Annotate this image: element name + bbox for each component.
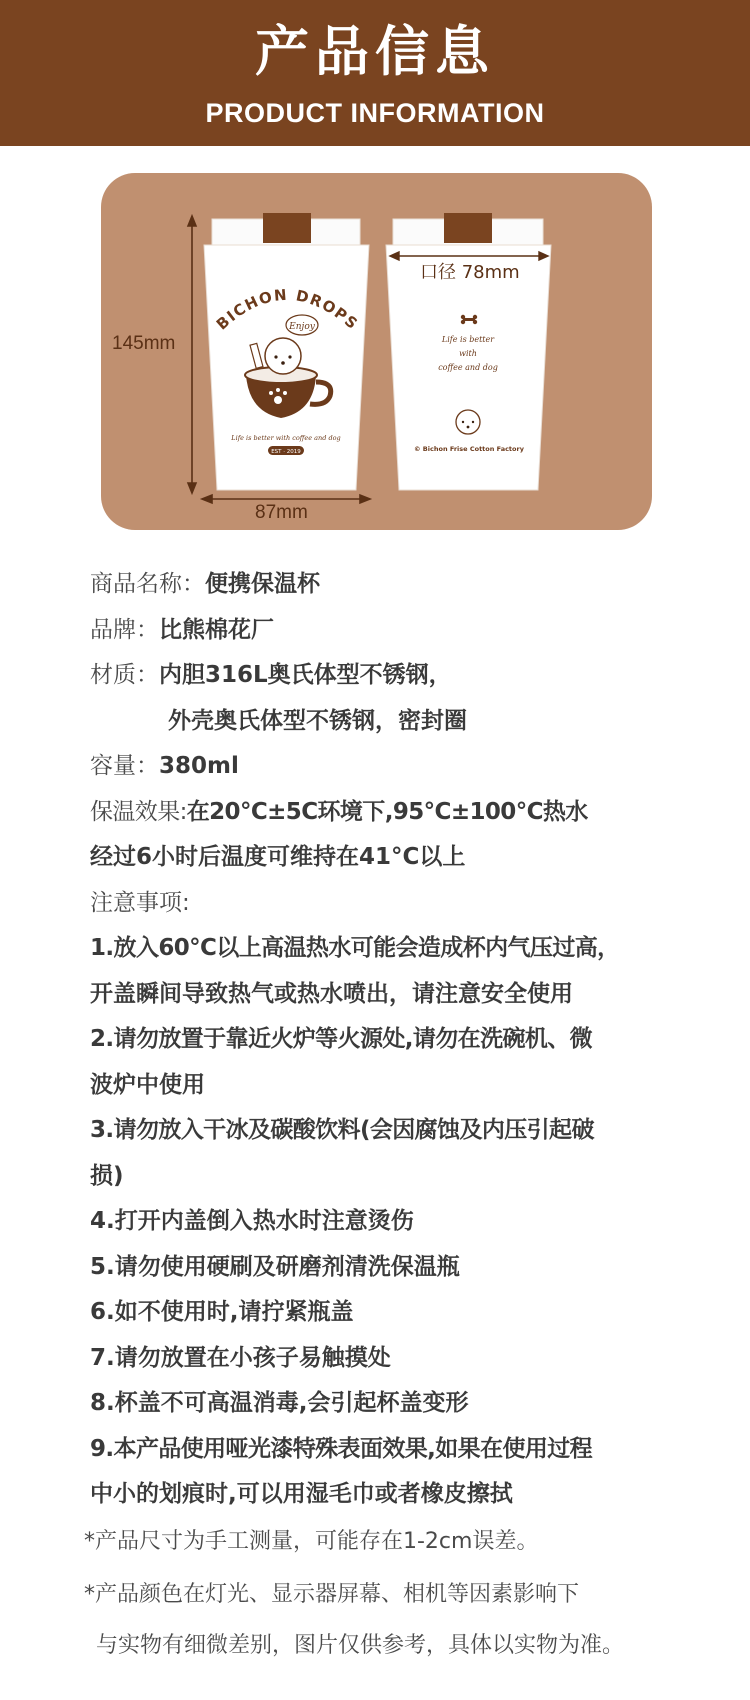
note-line: 9.本产品使用哑光漆特殊表面效果,如果在使用过程 — [90, 1435, 593, 1462]
spec-material-label: 材质： — [90, 662, 159, 688]
note-line: 7.请勿放置在小孩子易触摸处 — [90, 1344, 391, 1371]
note-line: 开盖瞬间导致热气或热水喷出，请注意安全使用 — [90, 980, 573, 1007]
spec-brand — [90, 608, 730, 654]
cup-front — [204, 213, 369, 490]
footnote-color-cont: 与实物有细微差别，图片仅供参考，具体以实物为准。 — [96, 1633, 625, 1658]
spec-insulation-value-1: 在20°C±5C环境下,95°C±100°C热水 — [186, 798, 588, 825]
spec-capacity-label: 容量： — [90, 753, 159, 779]
mouth-diameter-label: 口径 78mm — [420, 262, 520, 283]
product-info-list — [90, 562, 730, 1518]
cup-back-slogan-2: with — [459, 349, 477, 358]
width-label: 87mm — [255, 502, 308, 523]
note-line: 2.请勿放置于靠近火炉等火源处,请勿在洗碗机、微 — [90, 1026, 593, 1052]
note-line: 损) — [90, 1162, 124, 1189]
cup-bubble-text: Enjoy — [289, 322, 315, 332]
note-line: 1.放入60°C以上高温热水可能会造成杯内气压过高， — [90, 935, 620, 961]
cup-back-lid-cap — [444, 213, 492, 243]
note-line: 6.如不使用时,请拧紧瓶盖 — [90, 1299, 354, 1325]
spec-insulation — [90, 790, 730, 836]
height-dimension-arrow — [188, 216, 196, 493]
spec-insulation-cont — [90, 835, 730, 881]
page-title: 产品信息 — [255, 20, 495, 83]
spec-name-label: 商品名称： — [90, 571, 205, 597]
page-subtitle: PRODUCT INFORMATION — [205, 98, 545, 128]
spec-capacity — [90, 744, 730, 790]
cup-back-slogan-1: Life is better — [441, 335, 495, 344]
cups-illustration — [0, 0, 750, 560]
notes-label: 注意事项: — [90, 889, 190, 916]
spec-material-value-1: 内胆316L奥氏体型不锈钢， — [159, 662, 452, 688]
spec-material — [90, 653, 730, 699]
dog-face-icon — [456, 410, 480, 434]
note-line: 5.请勿使用硬刷及研磨剂清洗保温瓶 — [90, 1253, 460, 1280]
cup-back — [386, 213, 551, 490]
spec-material-cont — [90, 699, 730, 745]
spec-insulation-label: 保温效果: — [90, 798, 187, 825]
spec-name-value: 便携保温杯 — [205, 571, 320, 597]
notes-heading — [90, 881, 730, 927]
spec-brand-value: 比熊棉花厂 — [159, 616, 274, 643]
spec-brand-label: 品牌： — [90, 616, 159, 643]
cup-front-slogan: Life is better with coffee and dog — [231, 434, 341, 442]
cup-front-lid-cap — [263, 213, 311, 243]
note-line: 4.打开内盖倒入热水时注意烫伤 — [90, 1208, 414, 1234]
spec-insulation-value-2: 经过6小时后温度可维持在41°C以上 — [90, 844, 466, 870]
note-line: 波炉中使用 — [90, 1071, 205, 1098]
cup-front-est: EST · 2019 — [271, 449, 301, 455]
footnote-measurement: *产品尺寸为手工测量，可能存在1-2cm误差。 — [84, 1529, 539, 1554]
height-label: 145mm — [112, 333, 176, 354]
spec-name — [90, 562, 730, 608]
footnote-color: *产品颜色在灯光、显示器屏幕、相机等因素影响下 — [84, 1582, 580, 1607]
cup-brand-text: BICHON DROPS — [212, 285, 362, 334]
cup-back-slogan-3: coffee and dog — [438, 363, 498, 372]
note-line: 3.请勿放入干冰及碳酸饮料(会因腐蚀及内压引起破 — [90, 1117, 594, 1143]
note-line: 中小的划痕时,可以用湿毛巾或者橡皮擦拭 — [90, 1481, 513, 1507]
cup-back-factory: © Bichon Frise Cotton Factory — [414, 445, 524, 453]
spec-capacity-value: 380ml — [159, 753, 239, 779]
note-line: 8.杯盖不可高温消毒,会引起杯盖变形 — [90, 1390, 469, 1416]
spec-material-value-2: 外壳奥氏体型不锈钢，密封圈 — [168, 707, 467, 734]
